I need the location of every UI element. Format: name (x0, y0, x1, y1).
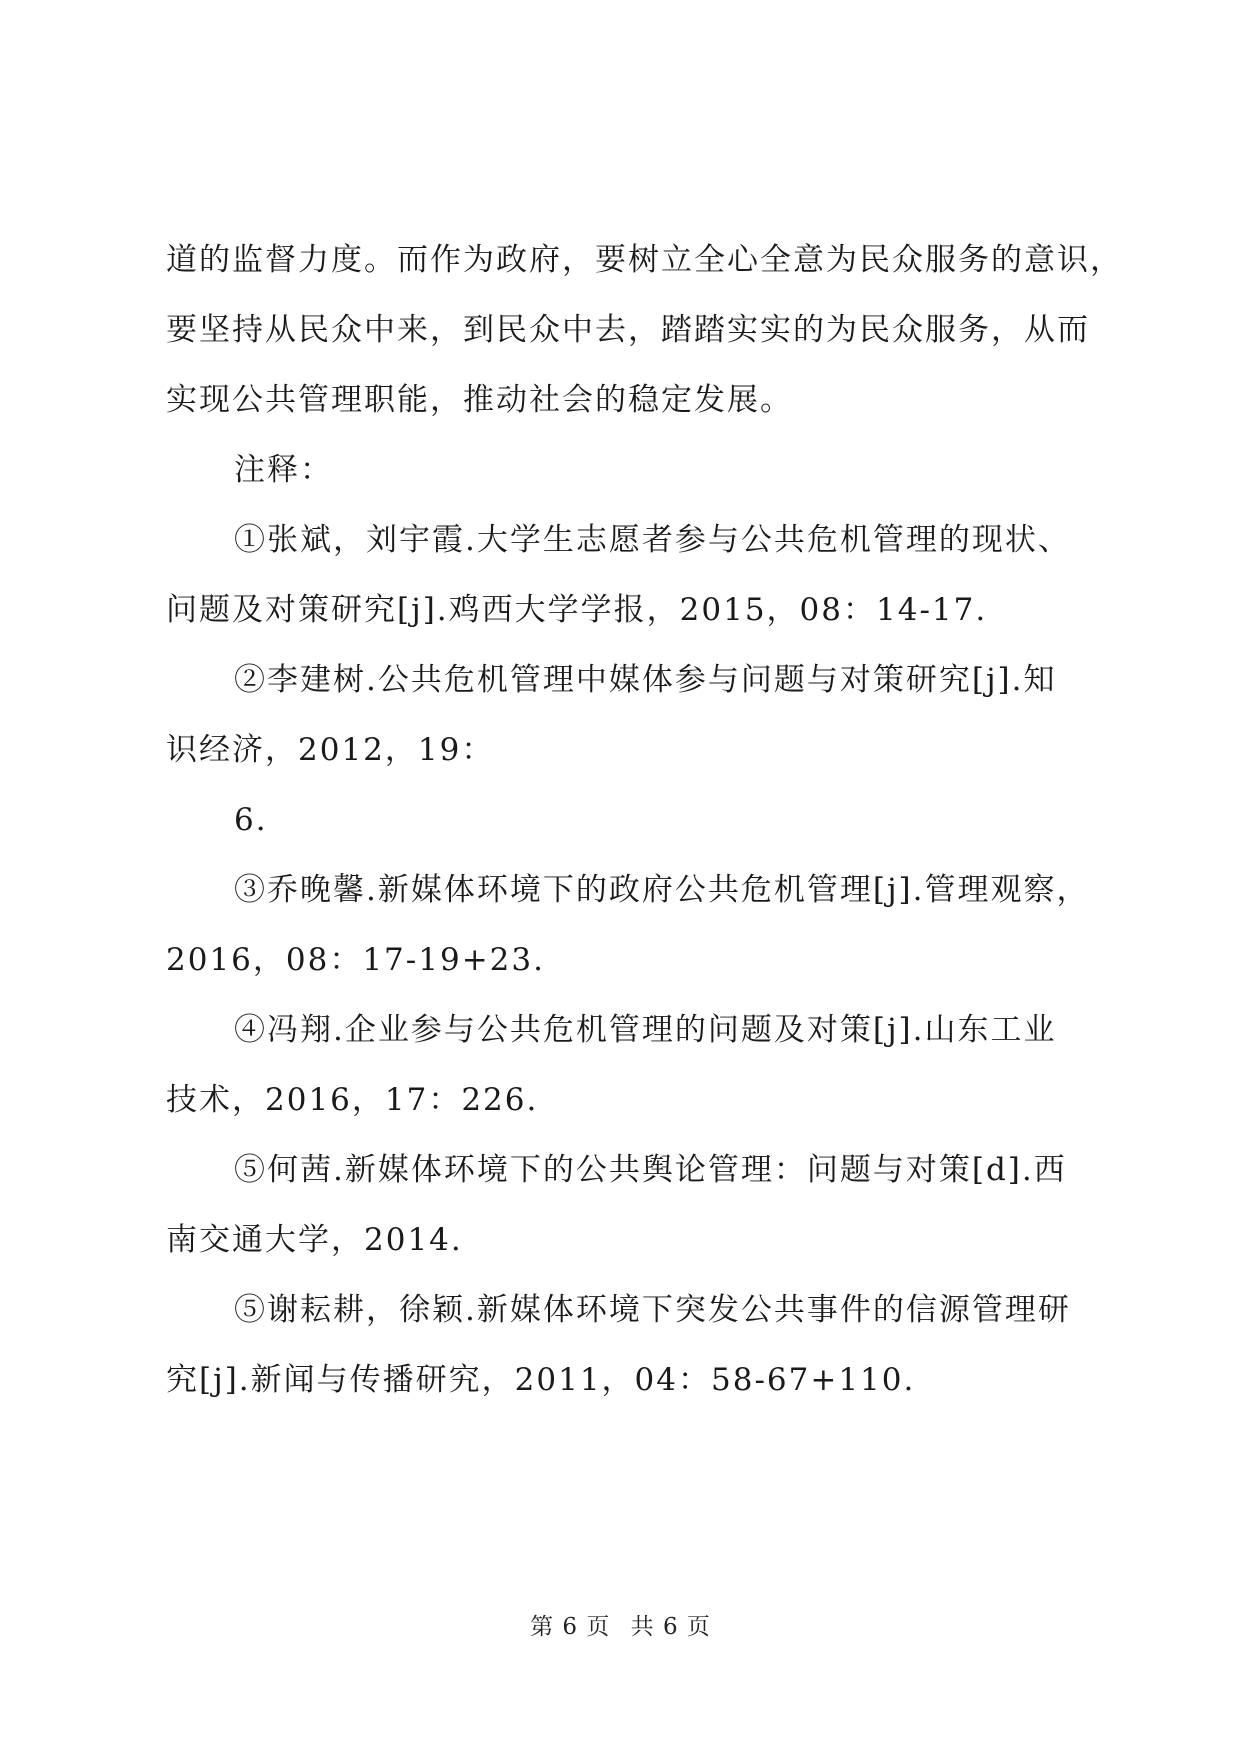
note-line: ②李建树.公共危机管理中媒体参与问题与对策研究[j].知 (234, 662, 1057, 698)
note-line: ④冯翔.企业参与公共危机管理的问题及对策[j].山东工业 (234, 1012, 1057, 1048)
note-line: ③乔晚馨.新媒体环境下的政府公共危机管理[j].管理观察， (234, 872, 1090, 908)
page-number: 第 6 页 (530, 1614, 611, 1640)
note-line: ⑤谢耘耕，徐颖.新媒体环境下突发公共事件的信源管理研 (234, 1292, 1071, 1328)
note-line: ⑤何茜.新媒体环境下的公共舆论管理：问题与对策[d].西 (234, 1152, 1067, 1188)
page-total: 共 6 页 (630, 1614, 711, 1640)
paragraph-line: 实现公共管理职能，推动社会的稳定发展。 (166, 382, 793, 418)
note-line: 技术，2016，17：226. (166, 1082, 539, 1118)
note-line: 问题及对策研究[j].鸡西大学学报，2015，08：14-17. (166, 592, 988, 628)
note-line: ①张斌，刘宇霞.大学生志愿者参与公共危机管理的现状、 (234, 522, 1071, 558)
body-text (166, 225, 1123, 1415)
notes-heading: 注释： (234, 452, 333, 488)
note-line: 2016，08：17-19+23. (166, 942, 545, 978)
paragraph-line: 道的监督力度。而作为政府，要树立全心全意为民众服务的意识， (166, 242, 1123, 278)
paragraph-line: 要坚持从民众中来，到民众中去，踏踏实实的为民众服务，从而 (166, 312, 1090, 348)
note-line: 识经济，2012，19： (166, 732, 495, 768)
note-line: 南交通大学，2014. (166, 1222, 463, 1258)
note-line: 究[j].新闻与传播研究，2011，04：58-67+110. (166, 1362, 916, 1398)
page-footer (0, 1608, 1241, 1641)
note-line: 6. (234, 802, 268, 838)
